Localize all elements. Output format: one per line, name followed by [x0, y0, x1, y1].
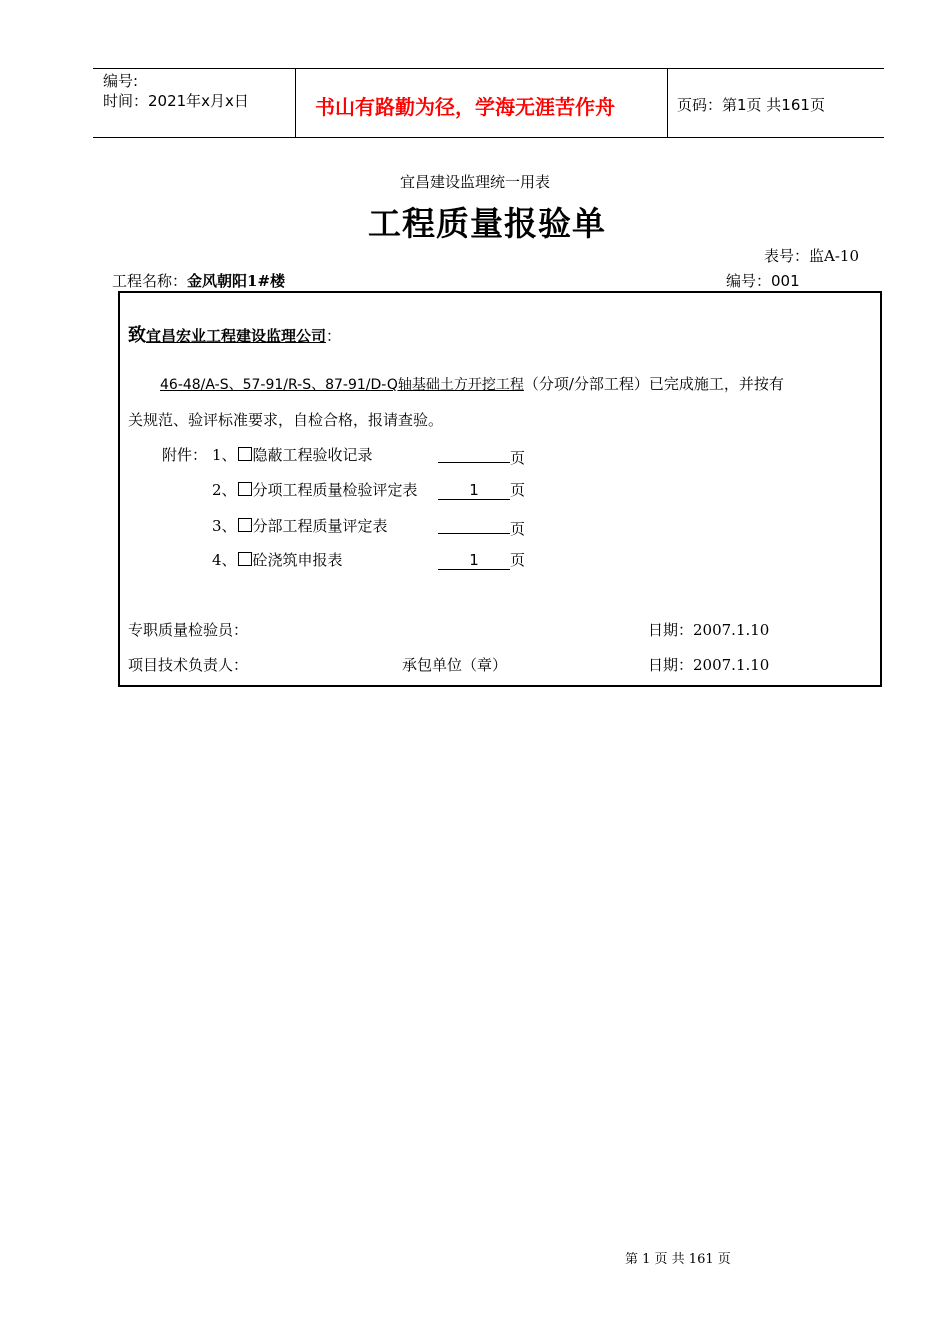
- declaration-line-2: 关规范、验评标准要求，自检合格，报请查验。: [128, 411, 444, 429]
- attachment-item: [212, 479, 418, 500]
- form-subtitle: 宜昌建设监理统一用表: [399, 173, 550, 191]
- contractor-label: 承包单位（章）: [402, 656, 508, 674]
- page-label: 页码：第1页 共161页: [677, 96, 825, 114]
- addressee-line: [128, 321, 341, 347]
- attachments-label: 附件：: [162, 446, 208, 464]
- to-company: 宜昌宏业工程建设监理公司: [146, 327, 327, 345]
- serial-label: 编号：: [726, 272, 772, 290]
- attachment-pages: [438, 515, 525, 539]
- page-count: 1: [438, 481, 510, 500]
- number-label: 编号:: [103, 72, 139, 90]
- date-2: 日期：2007.1.10: [648, 656, 770, 674]
- tech-lead-label: 项目技术负责人：: [128, 656, 249, 674]
- project-label: 工程名称：: [112, 272, 188, 290]
- attachment-number: 1、: [212, 446, 237, 464]
- to-prefix: 致: [128, 325, 146, 346]
- serial-value: 001: [771, 272, 800, 290]
- time-label: 时间：2021年x月x日: [103, 92, 249, 110]
- document-header: [93, 68, 884, 138]
- attachment-name: 砼浇筑申报表: [252, 551, 343, 569]
- attachment-number: 4、: [212, 551, 237, 569]
- attachment-item: [212, 515, 388, 536]
- form-title: 工程质量报验单: [368, 204, 606, 243]
- attachment-number: 3、: [212, 517, 237, 535]
- attachment-pages: [438, 444, 525, 468]
- page-unit: 页: [510, 481, 526, 499]
- header-divider: [667, 69, 668, 137]
- checkbox[interactable]: [238, 447, 252, 461]
- header-divider: [295, 69, 296, 137]
- form-box: [118, 291, 882, 687]
- page-unit: 页: [510, 449, 526, 467]
- date-1: 日期：2007.1.10: [648, 621, 770, 639]
- attachment-pages: [438, 479, 525, 500]
- attachment-pages: [438, 549, 525, 570]
- attachment-item: [212, 444, 373, 465]
- to-suffix: ：: [326, 327, 342, 345]
- declaration-rest: （分项/分部工程）已完成施工，并按有: [523, 375, 784, 393]
- table-number: 表号：监A-10: [764, 247, 859, 265]
- page-count: [438, 515, 510, 534]
- page-unit: 页: [510, 551, 526, 569]
- page-unit: 页: [510, 520, 526, 538]
- attachment-name: 隐蔽工程验收记录: [252, 446, 373, 464]
- work-item: 46-48/A-S、57-91/R-S、87-91/D-Q轴基础土方开挖工程: [160, 377, 524, 393]
- inspector-label: 专职质量检验员：: [128, 621, 249, 639]
- declaration-line-1: [160, 373, 784, 394]
- project-name-row: [112, 270, 285, 291]
- checkbox[interactable]: [238, 552, 252, 566]
- project-name: 金风朝阳1#楼: [187, 272, 286, 290]
- page-footer: 第 1 页 共 161 页: [625, 1252, 731, 1267]
- serial-row: [726, 270, 800, 291]
- attachment-number: 2、: [212, 481, 237, 499]
- slogan: 书山有路勤为径，学海无涯苦作舟: [315, 95, 615, 119]
- attachment-name: 分项工程质量检验评定表: [252, 481, 418, 499]
- page-count: [438, 444, 510, 463]
- checkbox[interactable]: [238, 482, 252, 496]
- page-count: 1: [438, 551, 510, 570]
- attachment-item: [212, 549, 343, 570]
- checkbox[interactable]: [238, 518, 252, 532]
- attachment-name: 分部工程质量评定表: [252, 517, 388, 535]
